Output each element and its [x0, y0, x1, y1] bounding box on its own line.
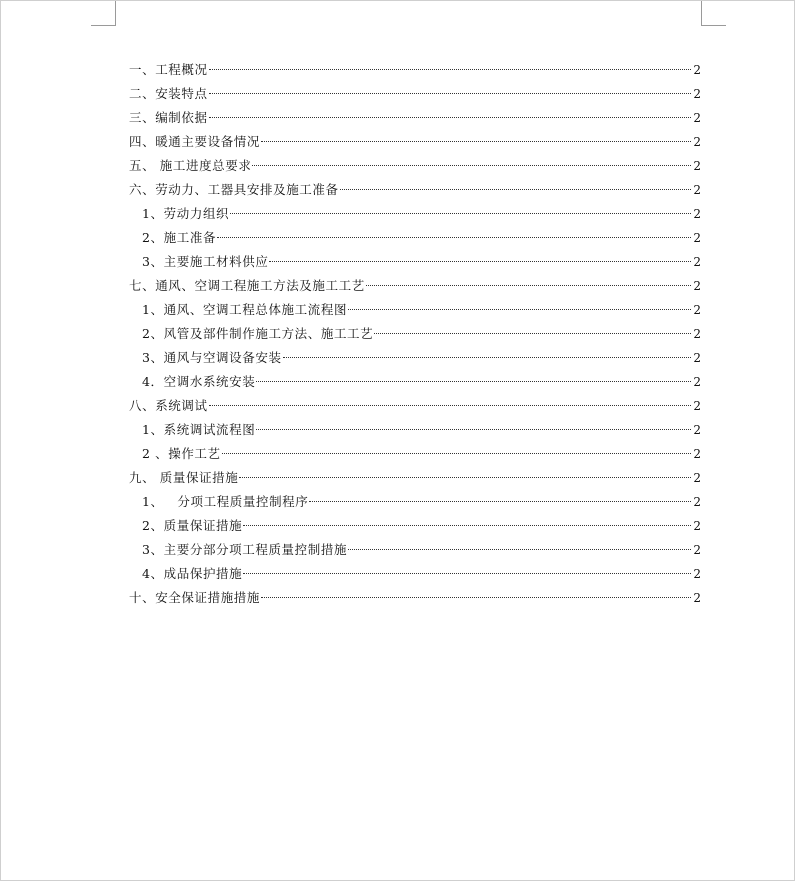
toc-entry[interactable] — [129, 82, 701, 106]
toc-entry[interactable] — [129, 130, 701, 154]
toc-entry-title: 3、主要施工材料供应 — [142, 254, 269, 269]
toc-dot-leader — [239, 477, 691, 478]
toc-entry[interactable] — [129, 106, 701, 130]
toc-page-number: 2 — [693, 63, 701, 77]
toc-entry-title: 八、系统调试 — [129, 398, 208, 413]
toc-page-number: 2 — [693, 447, 701, 461]
toc-entry[interactable] — [129, 490, 701, 514]
toc-dot-leader — [243, 573, 691, 574]
toc-page-number: 2 — [693, 183, 701, 197]
toc-dot-leader — [309, 501, 691, 502]
toc-entry-title: 4、成品保护措施 — [142, 566, 243, 581]
toc-page-number: 2 — [693, 519, 701, 533]
toc-page-number: 2 — [693, 303, 701, 317]
table-of-contents — [129, 58, 701, 610]
toc-entry-title: 三、编制依据 — [129, 110, 208, 125]
toc-page-number: 2 — [693, 87, 701, 101]
toc-page-number: 2 — [693, 279, 701, 293]
toc-entry[interactable] — [129, 226, 701, 250]
toc-page-number: 2 — [693, 471, 701, 485]
toc-entry-title: 2、风管及部件制作施工方法、施工工艺 — [142, 326, 374, 341]
toc-dot-leader — [243, 525, 691, 526]
toc-page-number: 2 — [693, 207, 701, 221]
toc-entry-title: 一、工程概况 — [129, 62, 208, 77]
toc-entry-title: 五、 施工进度总要求 — [129, 158, 252, 173]
toc-dot-leader — [222, 453, 692, 454]
toc-entry[interactable] — [129, 322, 701, 346]
toc-entry-title: 十、安全保证措施措施 — [129, 590, 261, 605]
toc-entry[interactable] — [129, 370, 701, 394]
toc-dot-leader — [209, 69, 692, 70]
toc-dot-leader — [256, 381, 691, 382]
toc-dot-leader — [366, 285, 692, 286]
toc-entry[interactable] — [129, 562, 701, 586]
toc-entry-title: 四、暖通主要设备情况 — [129, 134, 261, 149]
toc-page-number: 2 — [693, 255, 701, 269]
toc-page-number: 2 — [693, 375, 701, 389]
toc-entry[interactable] — [129, 394, 701, 418]
toc-dot-leader — [261, 141, 691, 142]
toc-page-number: 2 — [693, 327, 701, 341]
toc-page-number: 2 — [693, 111, 701, 125]
toc-page-number: 2 — [693, 423, 701, 437]
toc-dot-leader — [217, 237, 691, 238]
toc-entry-title: 六、劳动力、工器具安排及施工准备 — [129, 182, 339, 197]
toc-entry-title: 九、 质量保证措施 — [129, 470, 239, 485]
toc-entry-title: 2 、操作工艺 — [142, 446, 221, 461]
toc-entry-title: 4．空调水系统安装 — [142, 374, 256, 389]
crop-mark-top-left — [91, 1, 116, 26]
toc-dot-leader — [374, 333, 691, 334]
toc-dot-leader — [261, 597, 691, 598]
toc-entry-title: 1、通风、空调工程总体施工流程图 — [142, 302, 348, 317]
toc-dot-leader — [209, 117, 692, 118]
toc-page-number: 2 — [693, 543, 701, 557]
toc-dot-leader — [230, 213, 691, 214]
toc-entry[interactable] — [129, 202, 701, 226]
toc-entry-title: 3、通风与空调设备安装 — [142, 350, 282, 365]
toc-entry[interactable] — [129, 418, 701, 442]
toc-entry-title: 3、主要分部分项工程质量控制措施 — [142, 542, 348, 557]
toc-entry-title: 2、施工准备 — [142, 230, 217, 245]
toc-entry[interactable] — [129, 58, 701, 82]
toc-entry-title: 1、劳动力组织 — [142, 206, 230, 221]
toc-dot-leader — [256, 429, 691, 430]
toc-entry[interactable] — [129, 586, 701, 610]
toc-entry[interactable] — [129, 466, 701, 490]
toc-page-number: 2 — [693, 159, 701, 173]
toc-page-number: 2 — [693, 399, 701, 413]
toc-entry[interactable] — [129, 514, 701, 538]
toc-page-number: 2 — [693, 231, 701, 245]
toc-dot-leader — [209, 405, 692, 406]
toc-entry[interactable] — [129, 442, 701, 466]
toc-entry-title: 2、质量保证措施 — [142, 518, 243, 533]
toc-entry[interactable] — [129, 250, 701, 274]
toc-entry[interactable] — [129, 346, 701, 370]
toc-page-number: 2 — [693, 351, 701, 365]
toc-page-number: 2 — [693, 567, 701, 581]
toc-dot-leader — [209, 93, 692, 94]
crop-mark-top-right — [701, 1, 726, 26]
toc-entry-title: 1、 分项工程质量控制程序 — [142, 494, 309, 509]
toc-entry[interactable] — [129, 274, 701, 298]
toc-entry[interactable] — [129, 538, 701, 562]
toc-dot-leader — [348, 549, 691, 550]
toc-entry[interactable] — [129, 298, 701, 322]
toc-dot-leader — [283, 357, 692, 358]
toc-dot-leader — [340, 189, 692, 190]
toc-dot-leader — [348, 309, 691, 310]
toc-entry-title: 二、安装特点 — [129, 86, 208, 101]
toc-entry[interactable] — [129, 154, 701, 178]
toc-dot-leader — [269, 261, 691, 262]
toc-page-number: 2 — [693, 591, 701, 605]
toc-dot-leader — [252, 165, 691, 166]
toc-entry[interactable] — [129, 178, 701, 202]
toc-entry-title: 七、通风、空调工程施工方法及施工工艺 — [129, 278, 365, 293]
toc-page-number: 2 — [693, 495, 701, 509]
toc-entry-title: 1、系统调试流程图 — [142, 422, 256, 437]
toc-page-number: 2 — [693, 135, 701, 149]
page-header — [121, 0, 699, 6]
